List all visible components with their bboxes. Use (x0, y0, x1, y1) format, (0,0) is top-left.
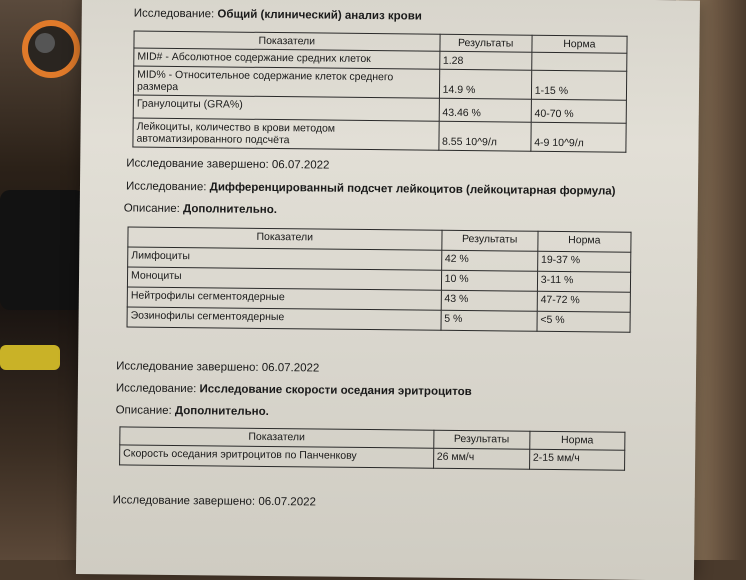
table-row (120, 445, 625, 470)
study1-table (132, 31, 627, 153)
lab-report-paper (76, 0, 700, 580)
row-indicator: Гранулоциты (GRA%) (133, 95, 439, 121)
yellow-strap (0, 345, 60, 370)
row-indicator: Лимфоциты (128, 247, 442, 270)
study1-title (134, 8, 422, 23)
study3-title (116, 382, 472, 398)
study3-description (116, 404, 269, 418)
row-indicator: Нейтрофилы сегментоядерные (127, 287, 441, 310)
col-header-indicator: Показатели (134, 31, 440, 51)
study2-completed: Исследование завершено: 06.07.2022 (116, 360, 320, 375)
study3-label: Исследование: (115, 382, 197, 396)
row-indicator: Лейкоциты, количество в крови методом автоматизированного подсчёта (133, 118, 439, 150)
study3-name: Исследование скорости оседания эритроцитов (199, 383, 472, 399)
table-row (133, 118, 626, 152)
study2-name: Дифференцированный подсчет лейкоцитов (лейкоцитарная формула) (209, 181, 616, 198)
col-header-results: Результаты (433, 430, 529, 449)
row-indicator: Эозинофилы сегментоядерные (127, 307, 441, 330)
study3-table (119, 426, 625, 470)
row-result: 10 % (441, 270, 537, 291)
col-header-indicator: Показатели (128, 227, 442, 250)
black-bag (0, 190, 85, 310)
study2-label: Исследование: (125, 180, 207, 194)
row-norm: <5 % (537, 311, 630, 332)
stroller-wheel-hub (35, 33, 55, 53)
study3-completed: Исследование завершено: 06.07.2022 (112, 494, 316, 509)
study2-title (126, 180, 616, 197)
study2-description (124, 202, 277, 216)
row-norm: 4-9 10^9/л (531, 122, 627, 152)
row-indicator: Скорость оседания эритроцитов по Панченкову (120, 445, 434, 468)
table-row (127, 307, 630, 332)
col-header-results: Результаты (440, 34, 532, 52)
row-norm: 19-37 % (537, 251, 630, 272)
study3-desc-label: Описание: (115, 404, 172, 417)
col-header-norm: Норма (538, 231, 631, 252)
row-norm: 40-70 % (531, 99, 626, 123)
row-result: 5 % (441, 310, 537, 331)
row-norm: 1-15 % (531, 70, 627, 100)
col-header-indicator: Показатели (120, 427, 434, 448)
row-result: 26 мм/ч (433, 448, 529, 469)
study1-completed: Исследование завершено: 06.07.2022 (126, 157, 330, 172)
row-result: 43.46 % (439, 98, 531, 122)
row-indicator: MID# - Абсолютное содержание средних клеток (134, 48, 440, 69)
col-header-norm: Норма (532, 35, 627, 53)
row-indicator: Моноциты (127, 267, 441, 290)
study2-desc-label: Описание: (123, 202, 180, 216)
row-norm (532, 52, 627, 71)
study1-label: Исследование: (133, 7, 215, 21)
row-norm: 2-15 мм/ч (529, 449, 624, 470)
study2-desc: Дополнительно. (183, 203, 278, 217)
row-norm: 47-72 % (537, 291, 630, 312)
row-norm: 3-11 % (537, 271, 630, 292)
row-result: 8.55 10^9/л (438, 121, 530, 151)
row-result: 43 % (441, 290, 537, 311)
row-result: 1.28 (439, 51, 531, 70)
row-result: 42 % (441, 250, 537, 271)
study1-name: Общий (клинический) анализ крови (217, 8, 422, 23)
col-header-norm: Норма (530, 431, 625, 450)
row-indicator: MID% - Относительное содержание клеток среднего размера (133, 66, 439, 98)
study3-desc: Дополнительно. (174, 404, 269, 418)
col-header-results: Результаты (441, 230, 537, 251)
row-result: 14.9 % (439, 69, 531, 99)
study2-table (127, 226, 632, 332)
